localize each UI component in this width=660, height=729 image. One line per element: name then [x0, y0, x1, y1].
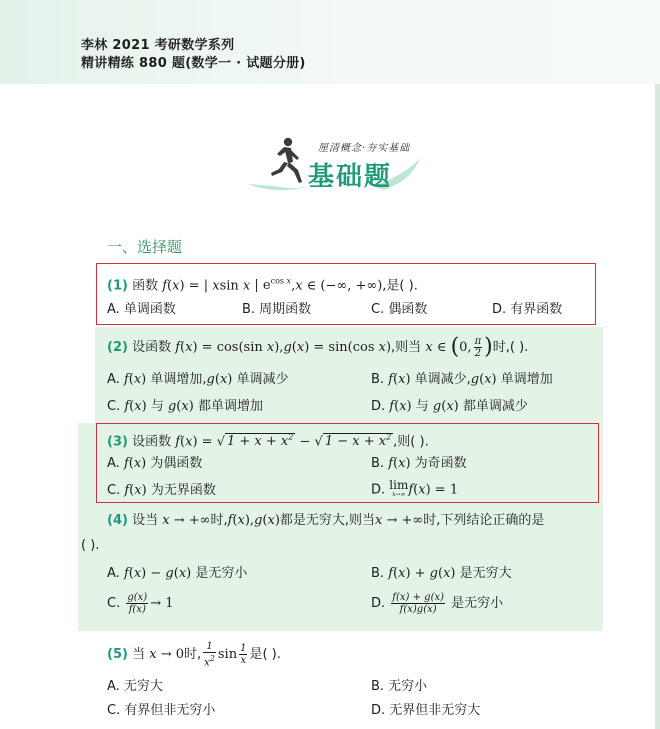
stem-text: 设当: [132, 513, 159, 528]
question-5-option-d[interactable]: D. 无界但非无穷大: [371, 703, 481, 718]
page-edge: [655, 84, 660, 729]
question-1-option-d[interactable]: D. 有界函数: [492, 302, 563, 317]
question-4-stem: (4) 设当 x → +∞时,f(x),g(x)都是无穷大,则当x → +∞时,下列结论正确的是: [107, 513, 545, 528]
question-3-stem: (3) 设函数 f(x) = √ $1 + x + x^2$ − √ $1 - x + x^2$ ,则( ).: [107, 433, 429, 450]
question-1-option-a[interactable]: A. 单调函数: [107, 302, 176, 317]
question-4-option-d[interactable]: D. $\frac{f(x) + g(x)}{f(x)g(x)}$ 是无穷小: [371, 592, 504, 615]
fraction: $\frac{1}{x}$: [240, 643, 247, 667]
question-3-option-b[interactable]: B. f(x) 为奇函数: [371, 456, 467, 471]
question-1-option-c[interactable]: C. 偶函数: [371, 302, 428, 317]
question-3-option-c[interactable]: C. f(x) 为无界函数: [107, 483, 216, 498]
formula: f: [162, 278, 168, 294]
question-4-stem-line2: ( ).: [81, 538, 100, 553]
question-4-option-a[interactable]: A. f(x) − g(x) 是无穷小: [107, 566, 248, 581]
question-3-option-a[interactable]: A. f(x) 为偶函数: [107, 456, 203, 471]
stem-text: ,则当: [391, 340, 422, 355]
question-5-option-b[interactable]: B. 无穷小: [371, 679, 428, 694]
stem-text: 时,下列结论正确的是: [423, 513, 545, 528]
book-series-title: 李林 2021 考研数学系列: [81, 38, 235, 53]
book-volume-subtitle: 精讲精练 880 题(数学一 · 试题分册): [81, 56, 306, 71]
fraction: $\frac{f(x) + g(x)}{f(x)g(x)}$: [392, 592, 445, 615]
question-2-stem: (2) 设函数 f(x) = cos(sin x),g(x) = sin(cos x),则当 x ∈ (0, $\frac{\pi}{2}$ )时,( ).: [107, 334, 529, 360]
question-number: (2): [107, 340, 128, 355]
banner-title: 基础题: [308, 162, 393, 192]
question-1-option-b[interactable]: B. 周期函数: [242, 302, 312, 317]
stem-text: ,则( ).: [393, 434, 429, 450]
stem-text: 时,: [184, 647, 202, 663]
stem-text: ,是( ).: [382, 278, 418, 294]
question-number: (5): [107, 647, 128, 663]
stem-text: 是( ).: [249, 647, 281, 663]
limit-symbol: lim x→∞: [389, 478, 409, 498]
stem-text: 时,: [210, 513, 228, 528]
question-3-option-d[interactable]: D. lim x→∞ f(x) = 1: [371, 478, 459, 498]
question-4-option-c[interactable]: C. $\frac{g(x)}{f(x)}$ → 1: [107, 592, 174, 615]
sqrt-expression: √ $1 - x + x^2$: [314, 433, 392, 450]
runner-icon: [271, 138, 302, 183]
stem-text: 时,( ).: [492, 340, 529, 355]
question-5-option-a[interactable]: A. 无穷大: [107, 679, 163, 694]
stem-text: 都是无穷大,则当: [279, 513, 376, 528]
stem-text: 设函数: [132, 434, 172, 450]
stem-text: 当: [132, 647, 146, 663]
question-4-option-b[interactable]: B. f(x) + g(x) 是无穷大: [371, 566, 512, 581]
section-title: 一、选择题: [107, 238, 183, 256]
stem-text: 函数: [132, 278, 159, 294]
banner-tagline: 厘清概念·夯实基础: [318, 143, 411, 154]
question-number: (3): [107, 434, 128, 450]
sqrt-expression: √ $1 + x + x^2$: [216, 433, 294, 450]
question-2-option-d[interactable]: D. f(x) 与 g(x) 都单调减少: [371, 399, 528, 414]
stem-text: 设函数: [132, 340, 172, 355]
question-5-stem: (5) 当 x → 0时, $\frac{1}{x^2}$ sin $\frac{1}{x}$ 是( ).: [107, 641, 281, 669]
question-1-stem: (1) 函数 f(x) = | xsin x | $e^{cos x},x$ ∈ (−∞, +∞),是( ).: [107, 277, 418, 294]
fraction: $\frac{1}{x^2}$: [204, 641, 215, 669]
question-5-option-c[interactable]: C. 有界但非无穷小: [107, 703, 216, 718]
question-number: (1): [107, 278, 128, 294]
question-2-option-b[interactable]: B. f(x) 单调减少,g(x) 单调增加: [371, 372, 553, 387]
question-2-option-a[interactable]: A. f(x) 单调增加,g(x) 单调减少: [107, 372, 289, 387]
fraction: $\frac{\pi}{2}$: [474, 336, 482, 359]
fraction: $\frac{g(x)}{f(x)}$: [127, 592, 148, 615]
question-number: (4): [107, 513, 128, 528]
question-2-option-c[interactable]: C. f(x) 与 g(x) 都单调增加: [107, 399, 263, 414]
